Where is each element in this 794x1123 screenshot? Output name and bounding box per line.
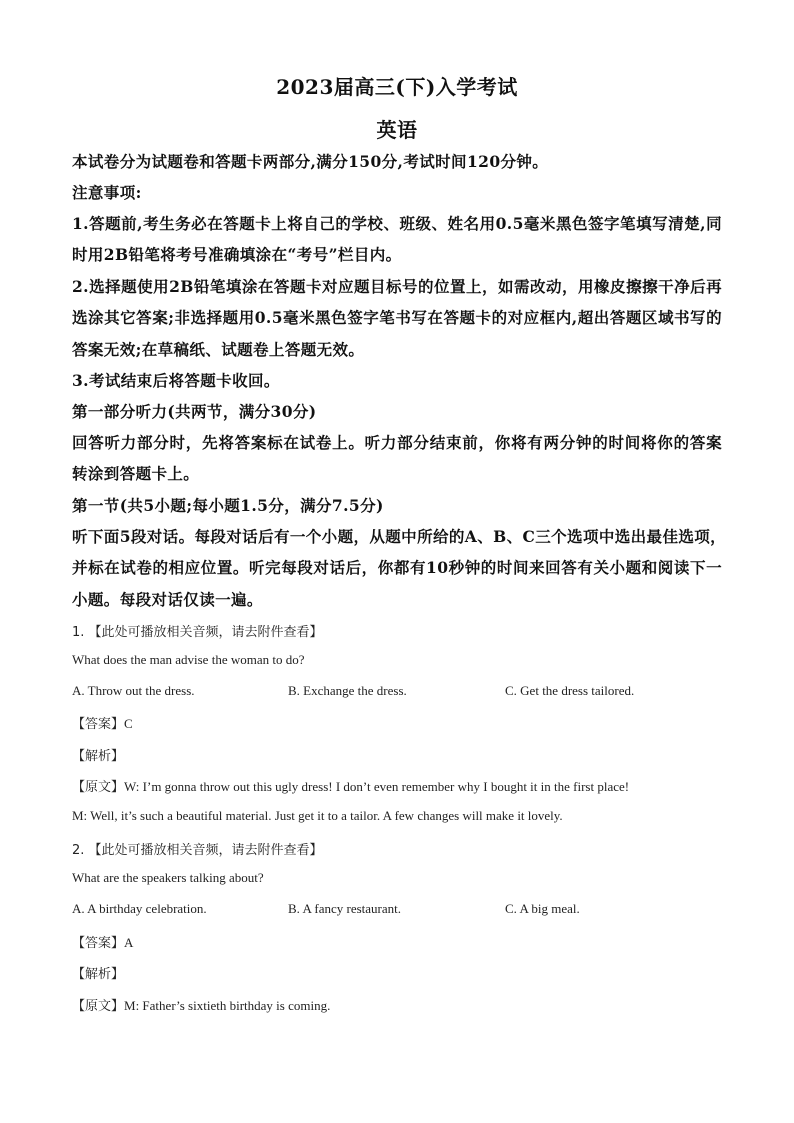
q2-answer-value: A (124, 935, 134, 950)
intro-text: 本试卷分为试题卷和答题卡两部分,满分150分,考试时间120分钟。 (72, 152, 549, 171)
q1-answer-value: C (124, 716, 133, 731)
transcript-tag: 【原文】 (72, 780, 125, 795)
q2-answer-row (72, 932, 722, 951)
q1-answer-row (72, 713, 722, 732)
q1-question: What does the man advise the woman to do? (72, 652, 305, 667)
notes-heading: 注意事项: (72, 183, 142, 202)
q2-analysis-tag: 【解析】 (72, 967, 125, 982)
section-1-line-3: 小题。每段对话仅读一遍。 (72, 590, 263, 609)
q2-option-a: A. A birthday celebration. (72, 901, 207, 916)
q1-analysis-tag: 【解析】 (72, 749, 125, 764)
q1-option-c: C. Get the dress tailored. (505, 683, 635, 698)
part-1-desc-line-2: 转涂到答题卡上。 (72, 464, 200, 483)
q2-transcript-line-1 (72, 995, 722, 1014)
q1-transcript-text-1: W: I’m gonna throw out this ugly dress! I don’t even remember why I bought it in the first place! (124, 779, 630, 794)
q2-audio-note: 2. 【此处可播放相关音频，请去附件查看】 (72, 843, 323, 858)
part-1-desc-line-1: 回答听力部分时，先将答案标在试卷上。听力部分结束前，你将有两分钟的时间将你的答案 (72, 433, 722, 452)
answer-tag: 【答案】 (72, 717, 125, 732)
note-1-line-1: 1.答题前,考生务必在答题卡上将自己的学校、班级、姓名用0.5毫米黑色签字笔填写清楚,同 (72, 214, 722, 233)
section-1-line-2: 并标在试卷的相应位置。听完每段对话后，你都有10秒钟的时间来回答有关小题和阅读下一 (72, 558, 722, 577)
q1-option-b: B. Exchange the dress. (288, 683, 407, 698)
note-3: 3.考试结束后将答题卡收回。 (72, 371, 280, 390)
q1-transcript-line-2: M: Well, it’s such a beautiful material. Just get it to a tailor. A few changes will make it lovely. (72, 808, 563, 823)
q1-audio-note: 1. 【此处可播放相关音频，请去附件查看】 (72, 625, 323, 640)
section-1-line-1: 听下面5段对话。每段对话后有一个小题，从题中所给的A、B、C三个选项中选出最佳选项， (72, 527, 727, 546)
q1-transcript-line-1 (72, 776, 722, 795)
q2-option-c: C. A big meal. (505, 901, 580, 916)
q2-transcript-text-1: M: Father’s sixtieth birthday is coming. (124, 998, 331, 1013)
note-2-line-1: 2.选择题使用2B铅笔填涂在答题卡对应题目标号的位置上，如需改动，用橡皮擦擦干净后再 (72, 277, 722, 296)
section-1-heading: 第一节(共5小题;每小题1.5分，满分7.5分) (72, 496, 384, 515)
q1-option-a: A. Throw out the dress. (72, 683, 195, 698)
q2-question: What are the speakers talking about? (72, 870, 264, 885)
subject-title: 英语 (376, 118, 418, 142)
part-1-heading: 第一部分听力(共两节，满分30分) (72, 402, 317, 421)
note-2-line-2: 选涂其它答案;非选择题用0.5毫米黑色签字笔书写在答题卡的对应框内,超出答题区域书写的 (72, 308, 722, 327)
note-1-line-2: 时用2B铅笔将考号准确填涂在“考号”栏目内。 (72, 245, 402, 264)
q2-option-b: B. A fancy restaurant. (288, 901, 401, 916)
transcript-tag: 【原文】 (72, 999, 125, 1014)
note-2-line-3: 答案无效;在草稿纸、试题卷上答题无效。 (72, 340, 365, 359)
exam-title: 2023届高三(下)入学考试 (276, 75, 518, 99)
answer-tag: 【答案】 (72, 936, 125, 951)
